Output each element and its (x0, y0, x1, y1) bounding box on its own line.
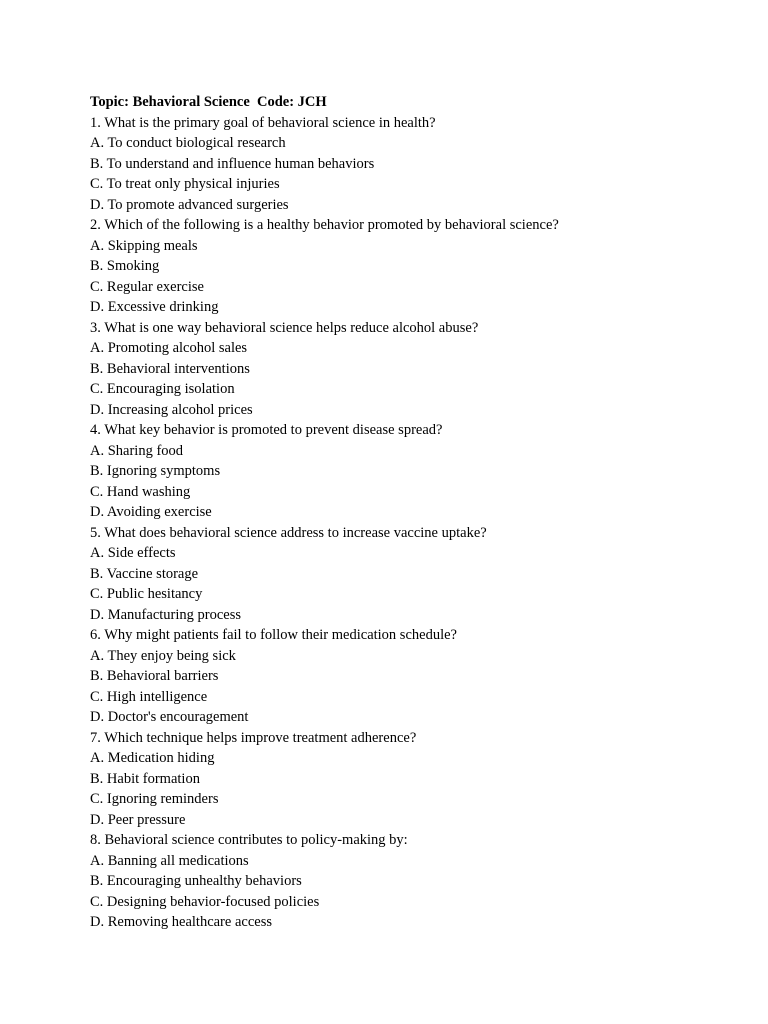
question-block (90, 830, 730, 933)
question-block (90, 420, 730, 523)
answer-option: D. Doctor's encouragement (90, 709, 249, 725)
answer-option: C. Public hesitancy (90, 586, 203, 602)
answer-option: D. Peer pressure (90, 811, 186, 828)
answer-option: D. Excessive drinking (90, 299, 219, 315)
question-text: 7. Which technique helps improve treatment adherence? (90, 729, 417, 746)
answer-option: B. Behavioral barriers (90, 668, 219, 684)
answer-option: A. Sharing food (90, 442, 184, 459)
document-body (90, 92, 730, 933)
question-text: 3. What is one way behavioral science helps reduce alcohol abuse? (90, 319, 479, 336)
answer-option: A. They enjoy being sick (90, 647, 236, 664)
question-text: 2. Which of the following is a healthy behavior promoted by behavioral science? (90, 217, 559, 233)
answer-option: D. Increasing alcohol prices (90, 401, 253, 418)
document-heading: Topic: Behavioral Science Code: JCH (90, 94, 327, 110)
question-block (90, 113, 730, 216)
answer-option: D. Manufacturing process (90, 606, 241, 623)
question-block (90, 728, 730, 831)
answer-option: B. Encouraging unhealthy behaviors (90, 873, 302, 889)
answer-option: A. Banning all medications (90, 852, 249, 869)
answer-option: B. To understand and influence human behaviors (90, 155, 375, 172)
answer-option: A. Medication hiding (90, 750, 215, 766)
answer-option: C. To treat only physical injuries (90, 176, 280, 192)
answer-option: D. Avoiding exercise (90, 504, 212, 520)
question-block (90, 625, 730, 728)
answer-option: C. Designing behavior-focused policies (90, 893, 320, 910)
answer-option: A. Skipping meals (90, 237, 198, 254)
answer-option: C. Regular exercise (90, 278, 204, 295)
answer-option: C. Hand washing (90, 483, 191, 500)
answer-option: B. Smoking (90, 258, 160, 274)
answer-option: B. Ignoring symptoms (90, 463, 221, 479)
question-block (90, 215, 730, 318)
question-text: 8. Behavioral science contributes to policy-making by: (90, 832, 408, 848)
question-text: 1. What is the primary goal of behavioral science in health? (90, 114, 436, 131)
answer-option: D. To promote advanced surgeries (90, 196, 289, 213)
answer-option: A. Promoting alcohol sales (90, 340, 248, 356)
answer-option: A. Side effects (90, 545, 176, 561)
answer-option: C. Ignoring reminders (90, 791, 219, 807)
answer-option: A. To conduct biological research (90, 135, 286, 151)
answer-option: C. High intelligence (90, 688, 208, 705)
question-text: 4. What key behavior is promoted to prevent disease spread? (90, 422, 443, 438)
question-block (90, 523, 730, 626)
question-block (90, 318, 730, 421)
answer-option: B. Behavioral interventions (90, 360, 250, 377)
question-text: 6. Why might patients fail to follow their medication schedule? (90, 627, 457, 643)
question-text: 5. What does behavioral science address to increase vaccine uptake? (90, 524, 487, 541)
answer-option: B. Vaccine storage (90, 565, 199, 582)
answer-option: B. Habit formation (90, 770, 200, 787)
answer-option: D. Removing healthcare access (90, 914, 272, 930)
answer-option: C. Encouraging isolation (90, 381, 235, 397)
